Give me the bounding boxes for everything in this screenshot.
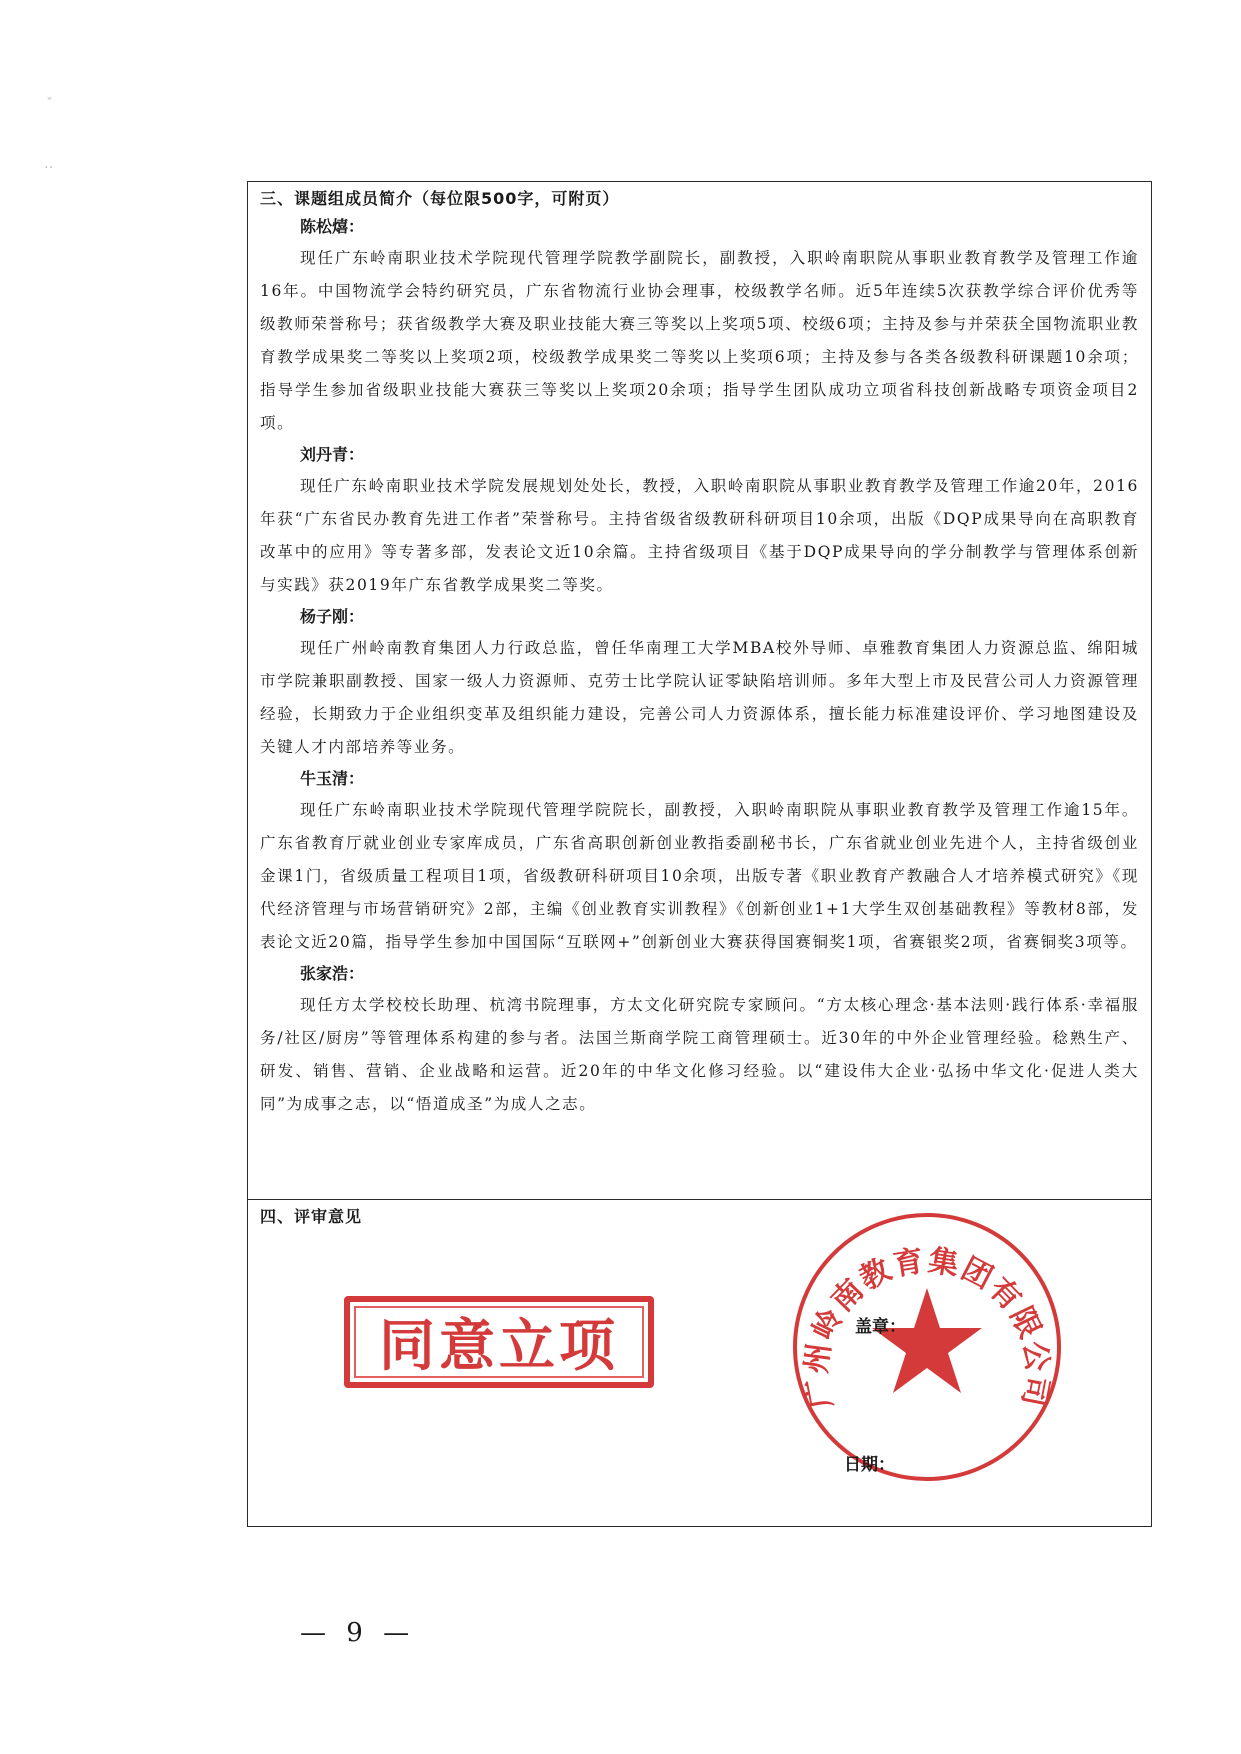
section-title: 三、课题组成员简介（每位限500字，可附页） (260, 189, 620, 208)
company-seal (790, 1210, 1064, 1484)
member-bio: 现任广东岭南职业技术学院现代管理学院院长，副教授，入职岭南职院从事职业教育教学及管理工作逾15年。广东省教育厅就业创业专家库成员，广东省高职创新创业教指委副秘书长，广东省就业创业先进个人，主持省级创业金课1门，省级质量工程项目1项，省级教研科研项目10余项，出版专著《职业教育产教融合人才培养模式研究》《现代经济管理与市场营销研究》2部，主编《创业教育实训教程》《创新创业1+1大学生双创基础教程》等教材8部，发表论文近20篇，指导学生参加中国国际“互联网+”创新创业大赛获得国赛铜奖1项，省赛银奖2项，省赛铜奖3项等。 (260, 801, 1139, 951)
members-section (248, 182, 1151, 1200)
form-table (247, 181, 1152, 1527)
member-name: 杨子刚： (300, 607, 365, 626)
page-number: — 9 — (300, 1618, 416, 1648)
member-bio: 现任广东岭南职业技术学院发展规划处处长，教授，入职岭南职院从事职业教育教学及管理工作逾20年，2016年获“广东省民办教育先进工作者”荣誉称号。主持省级省级教研科研项目10余项，出版《DQP成果导向在高职教育改革中的应用》等专著多部，发表论文近10余篇。主持省级项目《基于DQP成果导向的学分制教学与管理体系创新与实践》获2019年广东省教学成果奖二等奖。 (260, 477, 1139, 594)
approval-stamp (344, 1296, 654, 1388)
member-bio: 现任方太学校校长助理、杭湾书院理事，方太文化研究院专家顾问。“方太核心理念·基本法则·践行体系·幸福服务/社区/厨房”等管理体系构建的参与者。法国兰斯商学院工商管理硕士。近30年的中外企业管理经验。稔熟生产、研发、销售、营销、企业战略和运营。近20年的中华文化修习经验。以“建设伟大企业·弘扬中华文化·促进人类大同”为成事之志，以“悟道成圣”为成人之志。 (260, 996, 1139, 1113)
scan-speck: ‥ (44, 156, 54, 172)
member-bio: 现任广东岭南职业技术学院现代管理学院教学副院长，副教授，入职岭南职院从事职业教育教学及管理工作逾16年。中国物流学会特约研究员，广东省物流行业协会理事，校级教学名师。近5年连续5次获教学综合评价优秀等级教师荣誉称号；获省级教学大赛及职业技能大赛三等奖以上奖项5项、校级6项；主持及参与并荣获全国物流职业教育教学成果奖二等奖以上奖项2项，校级教学成果奖二等奖以上奖项6项；主持及参与各类各级教科研课题10余项；指导学生参加省级职业技能大赛获三等奖以上奖项20余项；指导学生团队成功立项省科技创新战略专项资金项目2项。 (260, 249, 1139, 432)
member-bio: 现任广州岭南教育集团人力行政总监，曾任华南理工大学MBA校外导师、卓雅教育集团人力资源总监、绵阳城市学院兼职副教授、国家一级人力资源师、克劳士比学院认证零缺陷培训师。多年大型上市及民营公司人力资源管理经验，长期致力于企业组织变革及组织能力建设，完善公司人力资源体系，擅长能力标准建设评价、学习地图建设及关键人才内部培养等业务。 (260, 639, 1139, 756)
review-section (248, 1200, 1151, 1528)
member-name: 刘丹青： (300, 445, 365, 464)
sign-label: 盖章： (855, 1317, 906, 1337)
scan-speck: ˇ (46, 96, 53, 112)
member-name: 牛玉清： (300, 769, 365, 788)
seal-star-icon (872, 1288, 982, 1393)
member-name: 张家浩： (300, 964, 365, 983)
member-name: 陈松熺： (300, 217, 365, 236)
date-label: 日期： (844, 1455, 895, 1475)
seal-text: 广州岭南教育集团有限公司 (798, 1243, 1056, 1412)
section-title: 四、评审意见 (260, 1207, 363, 1226)
approval-stamp-text: 同意立项 (379, 1313, 619, 1379)
